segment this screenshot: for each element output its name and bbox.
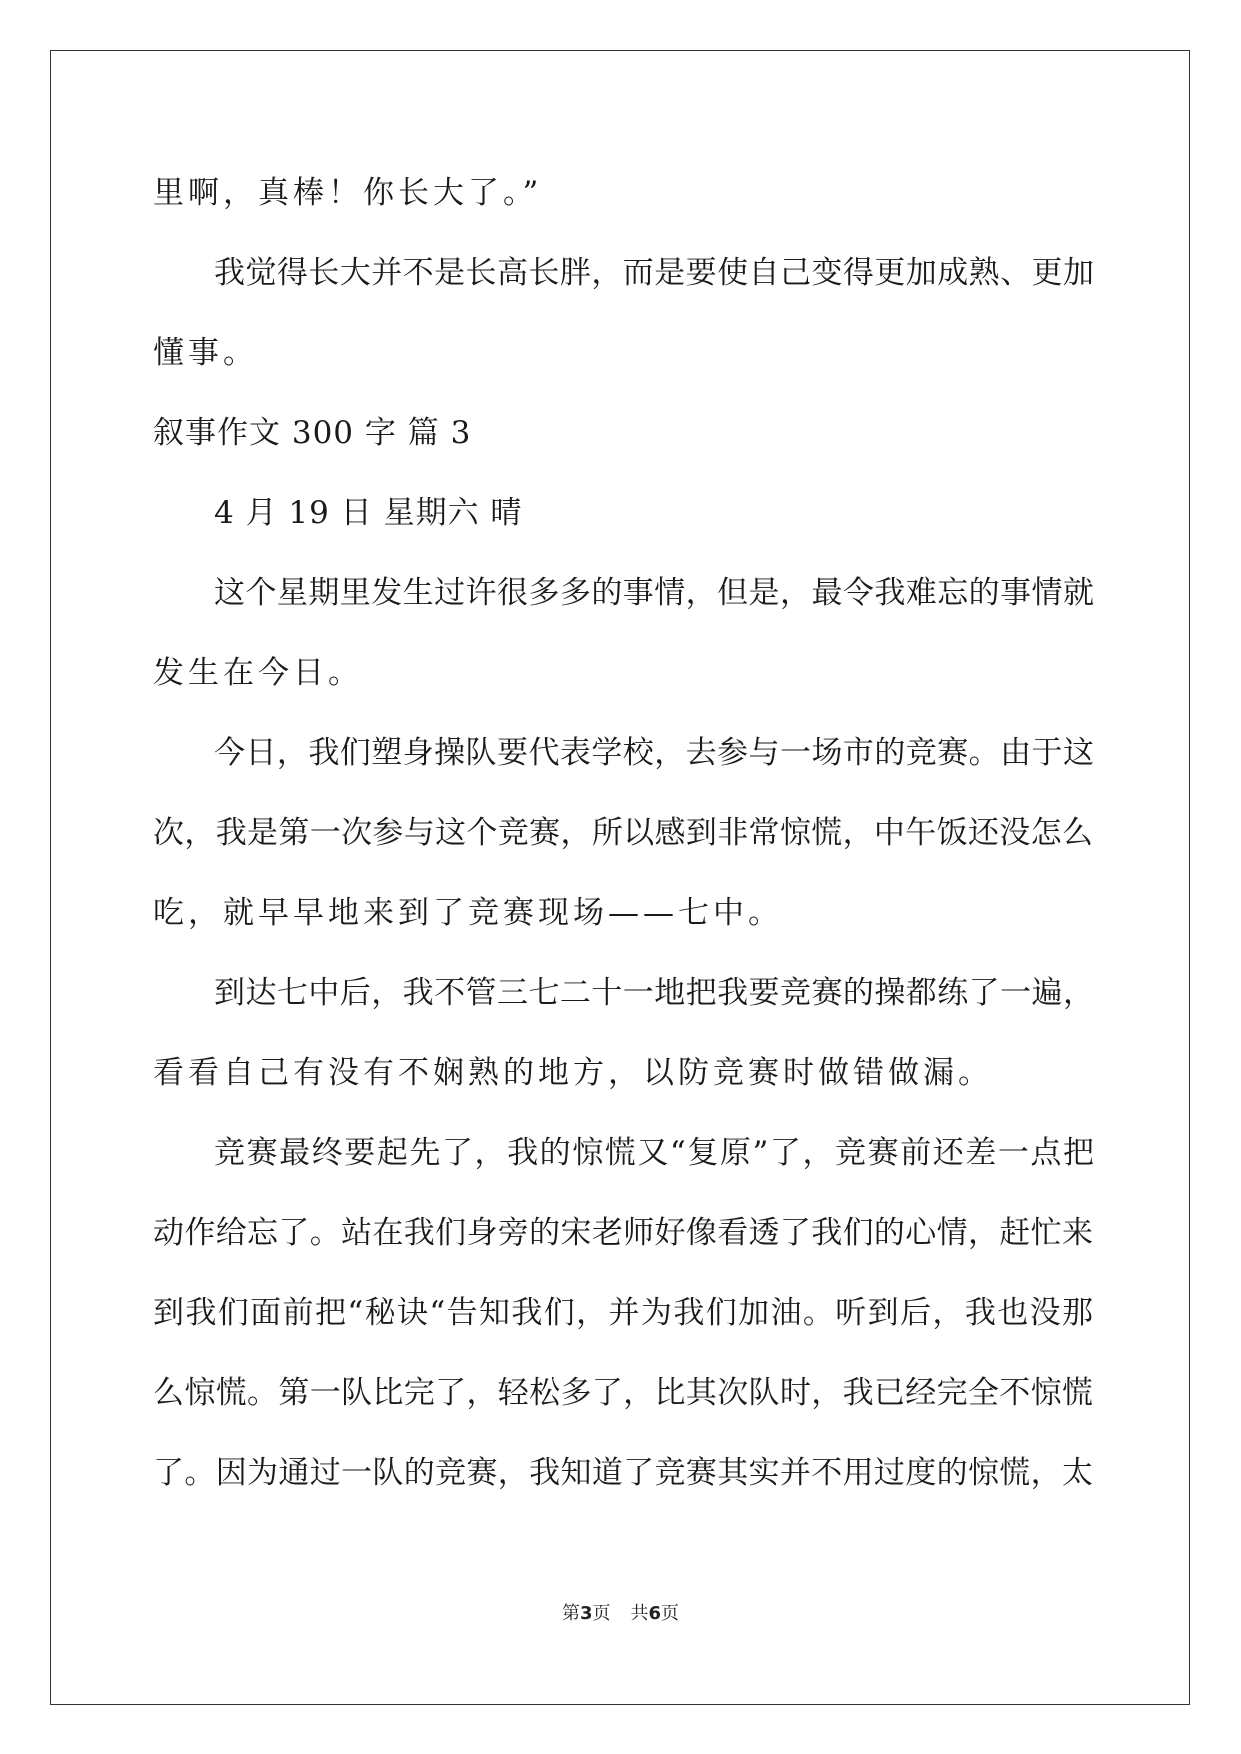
text-line: 看看自己有没有不娴熟的地方，以防竞赛时做错做漏。 <box>153 1055 993 1091</box>
text-line: 到我们面前把“秘诀“告知我们，并为我们加油。听到后，我也没那 <box>153 1295 1093 1331</box>
diary-date-line: 4 月 19 日 星期六 晴 <box>214 495 523 531</box>
page-total-suffix: 页 <box>661 1603 680 1624</box>
text-line: 吃，就早早地来到了竞赛现场——七中。 <box>153 895 783 931</box>
text-line: 懂事。 <box>153 335 258 371</box>
page-number-current: 3 <box>579 1603 593 1624</box>
text-line: 这个星期里发生过许很多多的事情，但是，最令我难忘的事情就 <box>214 575 1094 611</box>
text-line: 了。因为通过一队的竞赛，我知道了竞赛其实并不用过度的惊慌，太 <box>153 1455 1093 1491</box>
page-footer <box>0 1599 1241 1625</box>
page-number-prefix: 第 <box>561 1603 580 1624</box>
text-line: 我觉得长大并不是长高长胖，而是要使自己变得更加成熟、更加 <box>214 255 1094 291</box>
text-line: 到达七中后，我不管三七二十一地把我要竞赛的操都练了一遍， <box>214 975 1094 1011</box>
page-number-suffix: 页 <box>592 1603 611 1624</box>
text-line: 么惊慌。第一队比完了，轻松多了，比其次队时，我已经完全不惊慌 <box>153 1375 1093 1411</box>
page-total: 6 <box>648 1603 662 1624</box>
text-line: 今日，我们塑身操队要代表学校，去参与一场市的竞赛。由于这 <box>214 735 1094 771</box>
text-line: 次，我是第一次参与这个竞赛，所以感到非常惊慌，中午饭还没怎么 <box>153 815 1093 851</box>
text-line: 里啊，真棒！你长大了。” <box>153 175 543 211</box>
text-line: 竞赛最终要起先了，我的惊慌又“复原”了，竞赛前还差一点把 <box>214 1135 1094 1171</box>
section-heading: 叙事作文 300 字 篇 3 <box>153 415 472 451</box>
page-total-prefix: 共 <box>630 1603 649 1624</box>
text-line: 动作给忘了。站在我们身旁的宋老师好像看透了我们的心情，赶忙来 <box>153 1215 1093 1251</box>
text-line: 发生在今日。 <box>153 655 363 691</box>
